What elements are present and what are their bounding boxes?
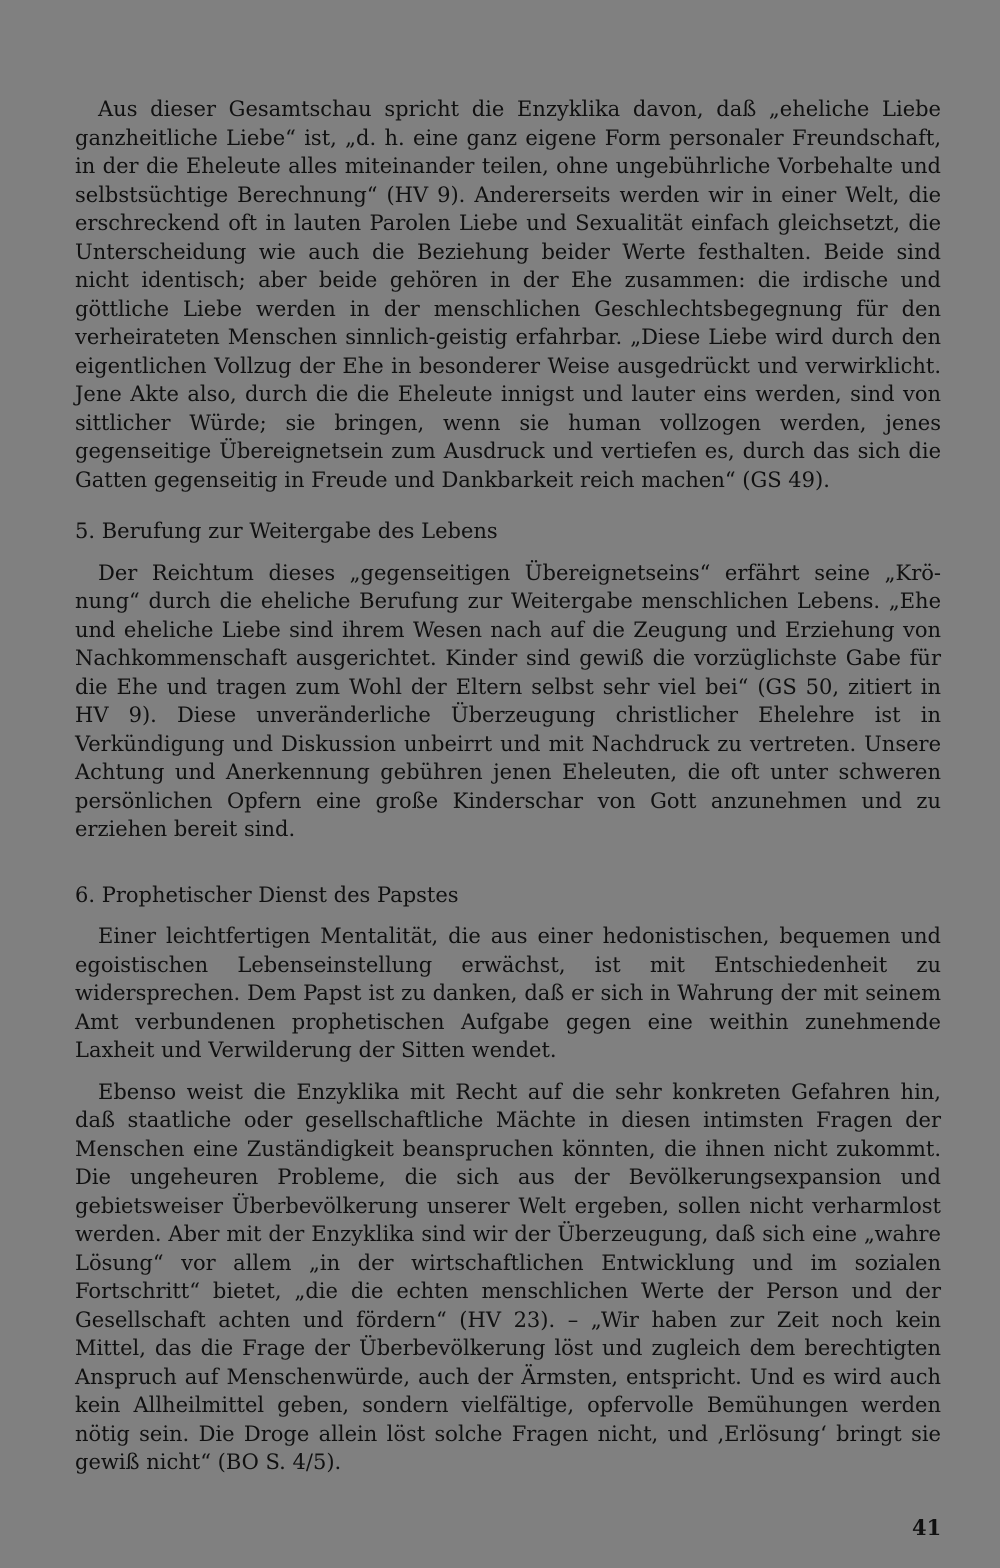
section-heading-5: 5. Berufung zur Weitergabe des Lebens — [75, 519, 498, 543]
paragraph-reichtum: Der Reichtum dieses „gegenseitigen Übereignetseins“ erfährt seine „Krönung“ durch die eheliche Berufung zur Weitergabe menschlichen Lebens. „Ehe und eheliche Liebe sind ihrem Wesen nach auf die Zeugung und Erziehung von Nachkommenschaft ausgerichtet. Kinder sind gewiß die vorzüglichste Gabe für die Ehe und tragen zum Wohl der Eltern selbst sehr viel bei“ (GS 50, zitiert in HV 9). Diese unveränderliche Überzeugung christlicher Ehelehre ist in Verkündigung und Diskussion unbeirrt und mit Nachdruck zu vertreten. Unsere Achtung und Anerkennung gebühren jenen Eheleuten, die oft unter schweren persönlichen Opfern eine große Kinderschar von Gott anzunehmen und zu erziehen bereit sind. — [75, 560, 941, 841]
page-number: 41 — [912, 1515, 942, 1540]
paragraph-gesamtschau: Aus dieser Gesamtschau spricht die Enzyklika davon, daß „eheliche Liebe ganzheitliche Liebe“ ist, „d. h. eine ganz eigene Form personaler Freundschaft, in der die Eheleute alles miteinander teilen, ohne ungebührliche Vorbehalte und selbstsüchtige Berechnung“ (HV 9). Andererseits werden wir in einer Welt, die erschreckend oft in lauten Parolen Liebe und Sexualität einfach gleichsetzt, die Unterscheidung wie auch die Beziehung beider Werte festhalten. Beide sind nicht identisch; aber beide gehören in der Ehe zusammen: die irdische und göttliche Liebe werden in der menschlichen Geschlechtsbegegnung für den verheirateten Menschen sinnlich-geistig erfahrbar. „Diese Liebe wird durch den eigentlichen Vollzug der Ehe in besonderer Weise ausgedrückt und verwirklicht. Jene Akte also, durch die die Eheleute innigst und lauter eins werden, sind von sittlicher Würde; sie bringen, wenn sie human vollzogen werden, jenes gegenseitige Übereignetsein zum Ausdruck und vertiefen es, durch das sich die Gatten gegenseitig in Freude und Dankbarkeit reich machen“ (GS 49). — [75, 97, 941, 492]
page-body — [75, 95, 941, 1477]
section-heading-6: 6. Prophetischer Dienst des Papstes — [75, 882, 459, 907]
paragraph-mentalitaet: Einer leichtfertigen Mentalität, die aus einer hedonistischen, bequemen und egoistischen Lebenseinstellung erwächst, ist mit Entschiedenheit zu widersprechen. Dem Papst ist zu danken, daß er sich in Wahrung der mit seinem Amt verbundenen prophetischen Aufgabe gegen eine weithin zunehmende Laxheit und Verwilderung der Sitten wendet. — [75, 924, 941, 1062]
paragraph-ebenso: Ebenso weist die Enzyklika mit Recht auf die sehr konkreten Gefahren hin, daß staatliche oder gesellschaftliche Mächte in diesen intimsten Fragen der Menschen eine Zuständigkeit beanspruchen könnten, die ihnen nicht zukommt. Die ungeheuren Probleme, die sich aus der Bevölkerungsexpansion und gebietsweiser Überbevölkerung unserer Welt ergeben, sollen nicht verharmlost werden. Aber mit der Enzyklika sind wir der Überzeugung, daß sich eine „wahre Lösung“ vor allem „in der wirtschaftlichen Entwicklung und im sozialen Fortschritt“ bietet, „die die echten menschlichen Werte der Person und der Gesellschaft achten und fördern“ (HV 23). – „Wir haben zur Zeit noch kein Mittel, das die Frage der Überbevölkerung löst und zugleich dem berechtigten Anspruch auf Menschenwürde, auch der Ärmsten, entspricht. Und es wird auch kein Allheilmittel geben, sondern vielfältige, opfervolle Bemühungen werden nötig sein. Die Droge allein löst solche Fragen nicht, und ‚Erlösung‘ bringt sie gewiß nicht“ (BO S. 4/5). — [75, 1079, 941, 1474]
